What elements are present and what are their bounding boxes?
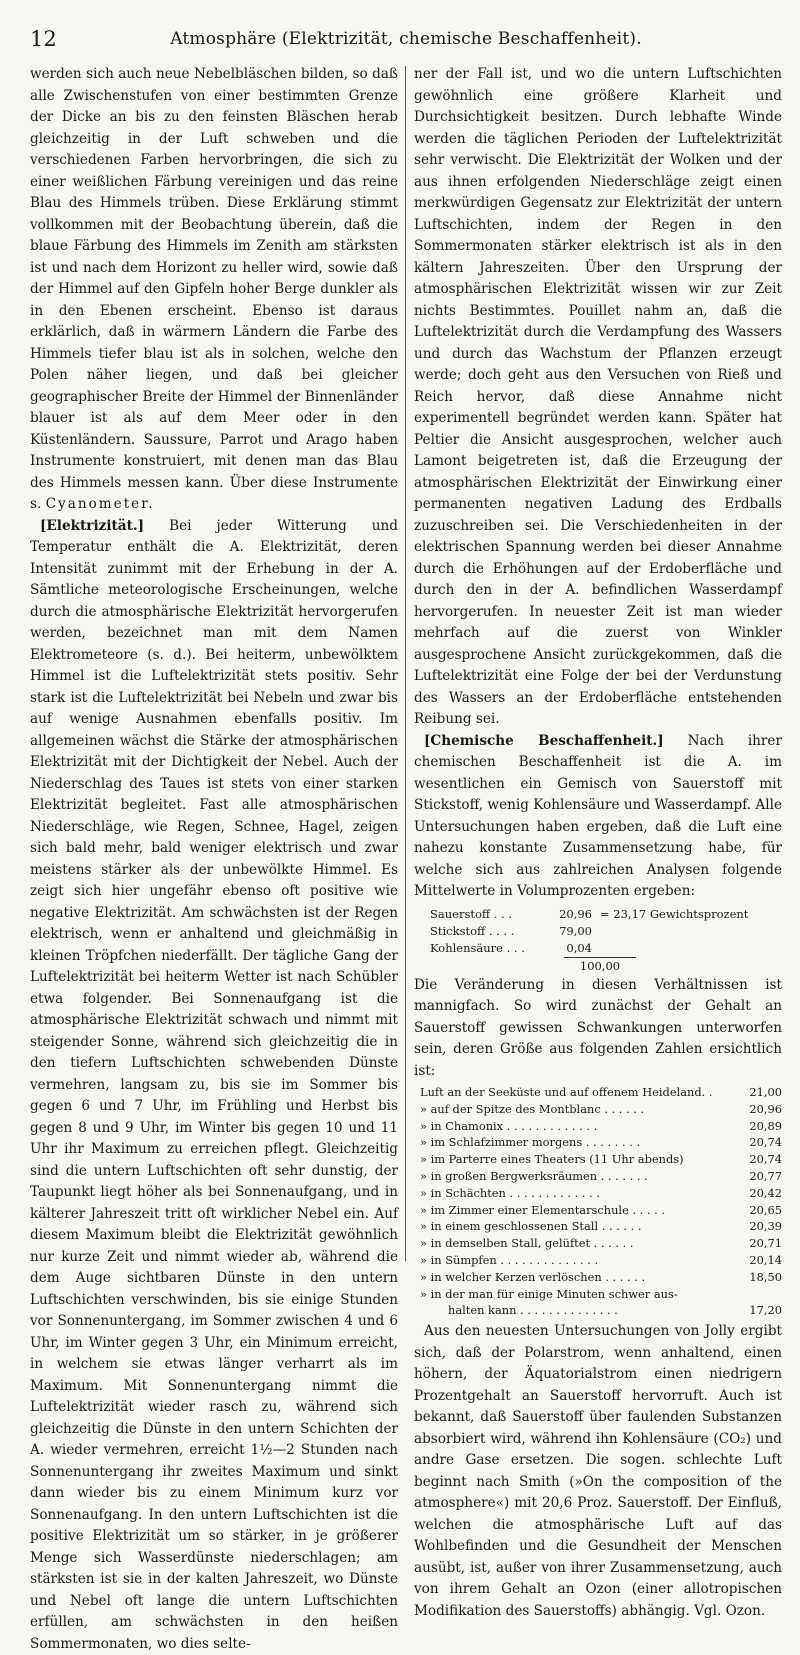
location: » in großen Bergwerksräumen . . . . . . . — [420, 1168, 734, 1185]
composition-table — [430, 906, 782, 957]
location: » in demselben Stall, gelüftet . . . . . . — [420, 1235, 734, 1252]
oxygen-value: 20,96 — [734, 1101, 782, 1118]
text-columns — [30, 64, 782, 1264]
location: » im Schlafzimmer morgens . . . . . . . . — [420, 1134, 734, 1151]
paragraph-electricity-cont: ner der Fall ist, und wo die untern Luftschichten gewöhnlich eine größere Klarheit und Durchsichtigkeit besitzen. Durch lebhafte Winde werden die täglichen Perioden der Luftelektrizität sehr verwischt. Die Elektrizität der Wolken und der aus ihnen erfolgenden Niederschläge zeigt einen merkwürdigen Gegensatz zur Elektrizität der untern Luftschichten, indem der Regen in den Sommermonaten stärker elektrisch ist als in den kältern Jahreszeiten. Über den Ursprung der atmosphärischen Elektrizität wissen wir zur Zeit nichts Bestimmtes. Pouillet nahm an, daß die Luftelektrizität durch die Verdampfung des Wassers und durch das Wachstum der Pflanzen erzeugt werde; doch geht aus den Versuchen von Rieß und Reich hervor, daß diese Annahme nicht experimentell begründet werden kann. Später hat Peltier die Ansicht ausgesprochen, welcher auch Lamont beigetreten ist, daß die Erzeugung der atmosphärischen Elektrizität der Einwirkung einer permanenten negativen Ladung des Erdballs zuzuschreiben sei. Die Verschiedenheiten in der elektrischen Spannung werden bei dieser Annahme durch die Erhöhungen auf der Erdoberfläche und durch den in der A. befindlichen Wasserdampf hervorgerufen. In neuester Zeit ist man wieder mehrfach auf die zuerst von Winkler ausgesprochene Ansicht zurückgekommen, daß die Luftelektrizität eine Folge der bei der Verdunstung des Wassers an der Erdoberfläche entstehenden Reibung sei. — [414, 64, 782, 731]
table-row — [420, 1218, 782, 1235]
table-row — [420, 1185, 782, 1202]
oxygen-value: 20,89 — [734, 1118, 782, 1135]
location: halten kann . . . . . . . . . . . . . . — [448, 1302, 734, 1319]
oxygen-value: 21,00 — [734, 1084, 782, 1101]
table-row — [430, 923, 782, 940]
column-divider — [405, 66, 406, 1261]
location: » im Parterre eines Theaters (11 Uhr abends) — [420, 1151, 734, 1168]
paragraph-variation: Die Veränderung in diesen Verhältnissen ist mannigfach. So wird zunächst der Gehalt an Sauerstoff gewissen Schwankungen unterworfen sein, deren Größe aus folgenden Zahlen ersichtlich ist: — [414, 975, 782, 1083]
section-heading: [Chemische Beschaffenheit.] — [424, 733, 664, 749]
table-row — [430, 906, 782, 923]
oxygen-value: 17,20 — [734, 1302, 782, 1319]
gas-value: 79,00 — [540, 923, 592, 940]
paragraph-chemistry — [414, 731, 782, 903]
oxygen-value: 20,74 — [734, 1151, 782, 1168]
paragraph-text: Nach ihrer chemischen Beschaffenheit ist die A. im wesentlichen ein Gemisch von Sauerstoff mit Stickstoff, wenig Kohlensäure und Wasserdampf. Alle Untersuchungen haben ergeben, daß die Luft eine nahezu konstante Zusammensetzung habe, für welche sich aus zahlreichen Analysen folgende Mittelwerte in Volumprozenten ergeben: — [414, 733, 782, 900]
gas-name: Stickstoff . . . . — [430, 923, 540, 940]
table-row — [420, 1118, 782, 1135]
paragraph-electricity — [30, 516, 398, 1655]
gas-value: 20,96 — [540, 906, 592, 923]
paragraph-sky-color — [30, 64, 398, 516]
section-heading: [Elektrizität.] — [40, 518, 144, 534]
page-number: 12 — [30, 22, 57, 56]
location: » im Zimmer einer Elementarschule . . . . . — [420, 1202, 734, 1219]
right-column — [414, 64, 782, 1264]
location: » in welcher Kerzen verlöschen . . . . . . — [420, 1269, 734, 1286]
location: » in Chamonix . . . . . . . . . . . . . — [420, 1118, 734, 1135]
table-row — [420, 1302, 782, 1319]
gas-name: Kohlensäure . . . — [430, 940, 540, 957]
paragraph-text: Bei jeder Witterung und Temperatur enthält die A. Elektrizität, deren Intensität zunimmt mit der Erhebung in der A. Sämtliche meteorologische Erscheinungen, welche durch die atmosphärische Elektrizität hervorgerufen werden, bezeichnet man mit dem Namen Elektrometeore (s. d.). Bei heiterm, unbewölktem Himmel ist die Luftelektrizität stets positiv. Sehr stark ist die Luftelektrizität bei Nebeln und zwar bis auf wenige Ausnahmen ebenfalls positiv. Im allgemeinen wächst die Stärke der atmosphärischen Elektrizität mit der Dichtigkeit der Nebel. Auch der Niederschlag des Taues ist stets von einer starken Elektrizität begleitet. Fast alle atmosphärischen Niederschläge, wie Regen, Schnee, Hagel, zeigen sich bald mehr, bald weniger elektrisch und zwar meistens stärker als der unbewölkte Himmel. Es zeigt sich hier ungefähr ebenso oft positive wie negative Elektrizität. Am schwächsten ist der Regen elektrisch, wenn er anhaltend und gleichmäßig in kleinen Tröpfchen niederfällt. Der tägliche Gang der Luftelektrizität bei heiterm Wetter ist nach Schübler etwa folgender. Bei Sonnenaufgang ist die atmosphärische Elektrizität schwach und nimmt mit steigender Sonne, während sich gleichzeitig die in den tiefern Luftschichten schwebenden Dünste vermehren, langsam zu, bis sie im Sommer bis gegen 6 und 7 Uhr, im Frühling und Herbst bis gegen 8 und 9 Uhr, im Winter bis gegen 10 und 11 Uhr ihr Maximum zu erreichen pflegt. Gleichzeitig sind die untern Luftschichten oft sehr dunstig, der Taupunkt liegt höher als bei Sonnenaufgang, und in kälterer Jahreszeit tritt oft wirklicher Nebel ein. Auf diesem Maximum bleibt die Elektrizität gewöhnlich nur kurze Zeit und nimmt wieder ab, während die dem Auge sichtbaren Dünste in den untern Luftschichten verschwinden, bis sie einige Stunden vor Sonnenuntergang, im Sommer zwischen 4 und 6 Uhr, im Winter gegen 3 Uhr, ein Minimum erreicht, in welchem sie etwas länger verharrt als im Maximum. Mit Sonnenuntergang nimmt die Luftelektrizität wieder rasch zu, während sich gleichzeitig die Dünste in den untern Schichten der A. wieder vermehren, erreicht 1½—2 Stunden nach Sonnenuntergang ihr zweites Maximum und sinkt dann wieder bis zu einem Minimum kurz vor Sonnenaufgang. In den untern Luftschichten ist die positive Elektrizität um so stärker, in je größerer Menge sich Wasserdünste niederschlagen; am stärksten ist sie in der kalten Jahreszeit, wo Dünste und Nebel oft lange die untern Luftschichten erfüllen, am schwächsten in den heißen Sommermonaten, wo dies selte- — [30, 518, 398, 1652]
table-row — [430, 940, 782, 957]
table-row — [420, 1269, 782, 1286]
left-column — [30, 64, 398, 1264]
running-title: Atmosphäre (Elektrizität, chemische Beschaffenheit). — [30, 22, 782, 56]
table-row — [420, 1134, 782, 1151]
oxygen-value: 20,42 — [734, 1185, 782, 1202]
composition-total: 100,00 — [564, 957, 636, 975]
oxygen-value: 20,77 — [734, 1168, 782, 1185]
oxygen-value: 20,14 — [734, 1252, 782, 1269]
paragraph-jolly: Aus den neuesten Untersuchungen von Jolly ergibt sich, daß der Polarstrom, wenn anhaltend, einen höhern, der Äquatorialstrom einen niedrigern Prozentgehalt an Sauerstoff hervorruft. Auch ist bekannt, daß Sauerstoff über faulenden Substanzen absorbiert wird, während ihn Kohlensäure (CO₂) und andre Gase ersetzen. Die sogen. schlechte Luft beginnt nach Smith (»On the composition of the atmosphere«) mit 20,6 Proz. Sauerstoff. Der Einfluß, welchen die atmosphärische Luft auf das Wohlbefinden und die Gesundheit der Menschen ausübt, ist, außer von ihrer Zusammensetzung, auch von ihrem Gehalt an Ozon (einer allotropischen Modifikation des Sauerstoffs) abhängig. Vgl. Ozon. — [414, 1321, 782, 1622]
oxygen-table — [420, 1084, 782, 1319]
paragraph-text: werden sich auch neue Nebelbläschen bilden, so daß alle Zwischenstufen von einer bestimmten Grenze der Dicke an bis zu den feinsten Bläschen herab gleichzeitig in der Luft schweben und die verschiedenen Farben hervorbringen, die sich zu einer weißlichen Färbung vereinigen und das reine Blau des Himmels trüben. Diese Erklärung stimmt vollkommen mit der Beobachtung überein, daß die blaue Färbung des Himmels im Zenith am stärksten ist und nach dem Horizont zu heller wird, sowie daß der Himmel auf den Gipfeln hoher Berge dunkler als in den Ebenen erscheint. Ebenso ist daraus erklärlich, daß in wärmern Ländern die Farbe des Himmels tiefer blau ist als in solchen, welche den Polen näher liegen, und daß bei gleicher geographischer Breite der Himmel der Binnenländer blauer ist als auf dem Meer oder in den Küstenländern. Saussure, Parrot und Arago haben Instrumente konstruiert, mit denen man das Blau des Himmels messen kann. Über diese Instrumente s. — [30, 66, 398, 512]
table-row — [420, 1235, 782, 1252]
oxygen-value: 20,71 — [734, 1235, 782, 1252]
gas-value: 0,04 — [540, 940, 592, 957]
oxygen-value: 20,65 — [734, 1202, 782, 1219]
table-row — [420, 1101, 782, 1118]
oxygen-value — [734, 1286, 782, 1303]
location: » in Schächten . . . . . . . . . . . . . — [420, 1185, 734, 1202]
oxygen-value: 20,39 — [734, 1218, 782, 1235]
location: » auf der Spitze des Montblanc . . . . . . — [420, 1101, 734, 1118]
table-row — [420, 1252, 782, 1269]
table-row — [420, 1168, 782, 1185]
table-row — [420, 1084, 782, 1101]
oxygen-value: 18,50 — [734, 1269, 782, 1286]
location: » in einem geschlossenen Stall . . . . . . — [420, 1218, 734, 1235]
table-row — [420, 1286, 782, 1303]
table-row — [420, 1151, 782, 1168]
page-header — [30, 22, 782, 56]
location: » in der man für einige Minuten schwer aus- — [420, 1286, 734, 1303]
location: Luft an der Seeküste und auf offenem Heideland. . — [420, 1084, 734, 1101]
gas-name: Sauerstoff . . . — [430, 906, 540, 923]
oxygen-value: 20,74 — [734, 1134, 782, 1151]
location: » in Sümpfen . . . . . . . . . . . . . . — [420, 1252, 734, 1269]
gas-extra: = 23,17 Gewichtsprozent — [600, 906, 748, 923]
cross-reference: Cyanometer. — [46, 496, 155, 512]
table-row — [420, 1202, 782, 1219]
